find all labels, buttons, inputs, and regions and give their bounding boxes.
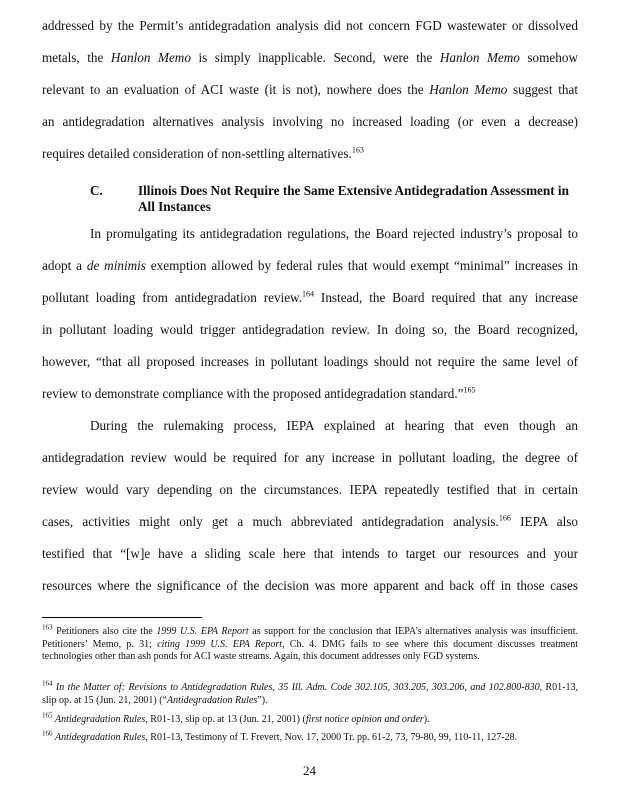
text-segment: review would vary depending on the circumstances. IEPA repeatedly testified that in certain: [42, 482, 578, 497]
section-heading-line-2: All Instances: [138, 199, 211, 214]
text-segment: as support for the conclusion that IEPA’s alternatives analysis was insufficient. Petitioners’ Memo, p. 31;: [42, 626, 578, 650]
text-line: [90, 418, 578, 434]
footnote-ref: 165: [42, 711, 53, 720]
footnote-ref: 165: [463, 385, 476, 395]
text-line: [42, 354, 578, 370]
footnote-ref: 166: [42, 729, 53, 738]
footnote-ref: 163: [351, 145, 364, 155]
text-segment: antidegradation review would be required for any increase in pollutant loading, the degree of: [42, 450, 578, 465]
text-segment: , R01-13, slip op. at 13 (Jun. 21, 2001) (: [145, 714, 306, 725]
text-line: [42, 546, 578, 562]
footnote-separator: [42, 617, 202, 618]
text-segment: exemption allowed by federal rules that would exempt “minimal” increases in: [145, 258, 579, 273]
text-segment: , Ch. 4. DMG fails to see where this document discusses treatment technologies other than ash ponds for ACI waste streams. Again, this document addresses only FGD systems.: [42, 638, 579, 662]
text-segment: citing 1999 U.S. EPA Report: [157, 638, 283, 650]
page-number: 24: [303, 763, 316, 778]
text-segment: first notice opinion and order: [305, 714, 424, 725]
text-segment: ).: [423, 714, 430, 725]
text-line: [42, 146, 578, 162]
text-segment: cases, activities might only get a much abbreviated antidegradation analysis.: [42, 514, 499, 529]
text-segment: review to demonstrate compliance with the proposed antidegradation standard.”: [42, 386, 464, 401]
text-line: [42, 50, 578, 66]
text-line: [42, 578, 578, 594]
text-line: [90, 226, 578, 242]
text-segment: somehow: [519, 50, 578, 65]
footnote-ref: 164: [42, 679, 53, 688]
text-line: [42, 450, 578, 466]
text-segment: addressed by the Permit’s antidegradation analysis did not concern FGD wastewater or dissolved: [42, 18, 578, 33]
text-segment: testified that “[w]e have a sliding scale here that intends to target our resources and your: [42, 546, 578, 561]
text-line: [42, 482, 578, 498]
text-segment: Hanlon Memo: [439, 50, 520, 65]
footnote-ref: 164: [302, 289, 315, 299]
text-line: [42, 386, 578, 402]
text-segment: pollutant loading from antidegradation review.: [42, 290, 303, 305]
section-heading-line-1: Illinois Does Not Require the Same Extensive Antidegradation Assessment in: [138, 183, 569, 198]
text-line: [42, 82, 578, 98]
text-segment: 1999 U.S. EPA Report: [156, 626, 249, 637]
section-heading-letter: C.: [90, 183, 103, 198]
text-segment: relevant to an evaluation of ACI waste (it is not), nowhere does the: [42, 82, 430, 97]
text-segment: In the Matter of: Revisions to Antidegradation Rules, 35 Ill. Adm. Code 302.105, 303.205, 303.206, and 102.800-830: [55, 682, 540, 693]
text-segment: Hanlon Memo: [429, 82, 508, 97]
text-line: [42, 114, 578, 130]
text-segment: Antidegradation Rules: [55, 732, 146, 743]
text-segment: Petitioners also cite the: [52, 626, 157, 637]
text-segment: Instead, the Board required that any increase: [314, 290, 578, 305]
footnote: [42, 729, 578, 745]
text-segment: suggest that: [507, 82, 578, 97]
text-segment: an antidegradation alternatives analysis involving no increased loading (or even a decrease): [42, 114, 578, 129]
text-segment: , R01-13, slip op. at 15 (Jun. 21, 2001) (“: [42, 682, 579, 706]
text-line: [42, 18, 578, 34]
text-segment: is simply inapplicable. Second, were the: [190, 50, 440, 65]
text-segment: adopt a: [42, 258, 87, 273]
text-segment: however, “that all proposed increases in pollutant loadings should not require the same level of: [42, 354, 578, 369]
text-segment: , R01-13, Testimony of T. Frevert, Nov. 17, 2000 Tr. pp. 61-2, 73, 79-80, 99, 110-11, 127-28.: [145, 732, 518, 743]
text-segment: Antidegradation Rules: [55, 714, 146, 725]
text-segment: in pollutant loading would trigger antidegradation review. In doing so, the Board recognized,: [42, 322, 578, 337]
text-segment: de minimis: [86, 258, 146, 273]
text-segment: Antidegradation Rules: [167, 694, 258, 706]
text-line: [42, 258, 578, 274]
footnote: [42, 623, 579, 664]
footnote: [42, 711, 578, 727]
text-segment: During the rulemaking process, IEPA explained at hearing that even though an: [90, 418, 578, 433]
text-segment: Hanlon Memo: [110, 50, 191, 65]
footnote-ref: 163: [42, 623, 53, 632]
text-line: [42, 514, 578, 530]
text-segment: metals, the: [42, 50, 111, 65]
text-segment: requires detailed consideration of non-settling alternatives.: [42, 146, 352, 161]
text-line: [42, 290, 578, 306]
text-line: [42, 322, 578, 338]
text-segment: In promulgating its antidegradation regulations, the Board rejected industry’s proposal to: [90, 226, 578, 241]
footnote: [42, 679, 579, 707]
footnote-ref: 166: [498, 513, 511, 523]
text-segment: IEPA also: [510, 514, 578, 529]
text-segment: resources where the significance of the decision was more apparent and back off in those cases: [42, 578, 578, 593]
text-segment: ”).: [257, 694, 268, 706]
